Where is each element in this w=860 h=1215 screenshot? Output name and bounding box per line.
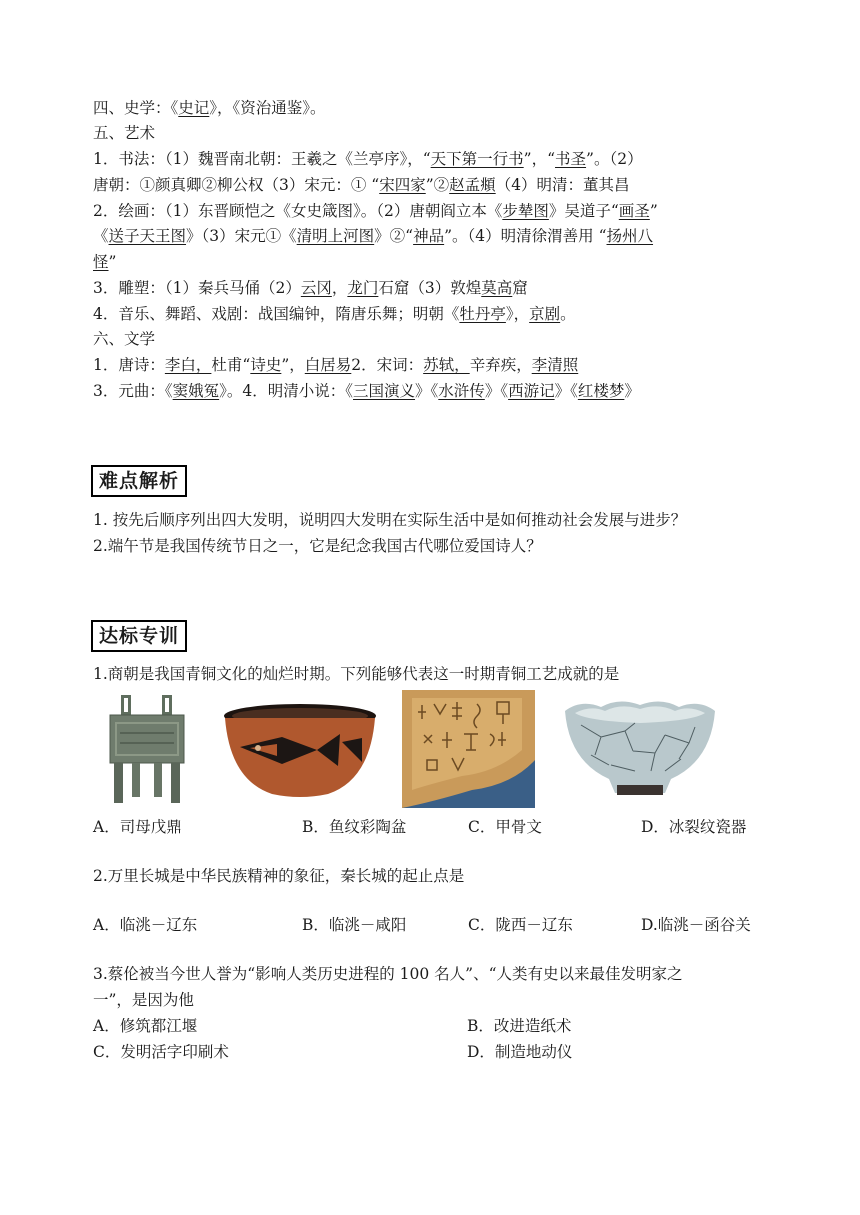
- text-segment: 辛弃疾，: [469, 356, 532, 374]
- underlined-answer: 神品: [413, 227, 445, 245]
- question-1-stem: 1.商朝是我国青铜文化的灿烂时期。下列能够代表这一时期青铜工艺成就的是: [93, 665, 620, 683]
- underlined-answer: 龙门: [347, 279, 379, 297]
- question-2-option-d[interactable]: D.临洮－函谷关: [641, 916, 751, 934]
- text-segment: 六、文学: [93, 330, 156, 348]
- text-segment: 》吴道子“: [548, 202, 619, 220]
- underlined-answer: 宋四家: [379, 176, 426, 194]
- summary-line: [93, 98, 326, 118]
- question-3-stem-continued: 一”，是因为他: [93, 991, 194, 1009]
- text-segment: ”: [649, 202, 658, 220]
- underlined-answer: 天下第一行书: [430, 150, 524, 168]
- text-segment: 唐朝：①颜真卿②柳公权（3）宋元：① “: [93, 176, 380, 194]
- difficulty-question-1: 1. 按先后顺序列出四大发明，说明四大发明在实际生活中是如何推动社会发展与进步？: [93, 511, 687, 529]
- underlined-answer: 送子天王图: [108, 227, 187, 245]
- underlined-answer: 红楼梦: [577, 382, 625, 400]
- text-segment: 五、艺术: [93, 124, 156, 142]
- underlined-answer: 史记: [178, 99, 210, 117]
- text-segment: 》，《资治通鉴》。: [209, 99, 326, 117]
- underlined-answer: 京剧: [529, 305, 561, 323]
- question-1-option-b[interactable]: B．鱼纹彩陶盆: [302, 818, 407, 836]
- summary-line: [93, 252, 116, 272]
- question-2-option-a[interactable]: A．临洮－辽东: [93, 916, 198, 934]
- question-3-option-b[interactable]: B．改进造纸术: [467, 1017, 572, 1035]
- text-segment: 1．书法：（1）魏晋南北朝：王羲之《兰亭序》，“: [93, 150, 431, 168]
- text-segment: 2．绘画：（1）东晋顾恺之《女史箴图》。（2）唐朝阎立本《: [93, 202, 503, 220]
- text-segment: ”: [108, 253, 117, 271]
- underlined-answer: 三国演义: [353, 382, 416, 400]
- underlined-answer: 怪: [93, 253, 109, 271]
- underlined-answer: 诗史: [250, 356, 282, 374]
- text-segment: 《: [93, 227, 109, 245]
- text-segment: 四、史学：《: [93, 99, 179, 117]
- section-title-difficulty: 难点解析: [91, 465, 187, 497]
- summary-heading-literature: [93, 329, 155, 349]
- text-segment: ，: [331, 279, 348, 297]
- summary-line: [93, 175, 630, 195]
- text-segment: 》《: [415, 382, 439, 400]
- underlined-answer: 步辇图: [502, 202, 549, 220]
- text-segment: 2．宋词：: [351, 356, 424, 374]
- underlined-answer: 牡丹亭: [459, 305, 506, 323]
- underlined-answer: 清明上河图: [296, 227, 375, 245]
- text-segment: 3．元曲：《: [93, 382, 173, 400]
- underlined-answer: 画圣: [618, 202, 650, 220]
- underlined-answer: 窦娥冤: [172, 382, 220, 400]
- text-segment: ”。（2）: [586, 150, 643, 168]
- summary-line: [93, 226, 653, 246]
- text-segment: ”。（4）明清徐渭善用 “: [444, 227, 607, 245]
- text-segment: （4）明清：董其昌: [495, 176, 630, 194]
- underlined-answer: 西游记: [508, 382, 555, 400]
- question-3-stem: 3.蔡伦被当今世人誉为“影响人类历史进程的 100 名人”、“人类有史以来最佳发明家之: [93, 965, 683, 983]
- summary-heading-art: [93, 123, 155, 143]
- underlined-answer: 李白，: [164, 356, 212, 374]
- underlined-answer: 赵孟頫: [449, 176, 496, 194]
- question-1-option-c[interactable]: C．甲骨文: [468, 818, 542, 836]
- summary-line: [93, 355, 578, 375]
- text-segment: ”，“: [523, 150, 556, 168]
- text-segment: 》。4．明清小说：《: [219, 382, 354, 400]
- difficulty-question-2: 2.端午节是我国传统节日之一，它是纪念我国古代哪位爱国诗人？: [93, 537, 542, 555]
- summary-line: [93, 149, 643, 169]
- question-3-option-c[interactable]: C．发明活字印刷术: [93, 1043, 229, 1061]
- crackle-porcelain-image: [561, 695, 719, 803]
- text-segment: 》《: [484, 382, 509, 400]
- underlined-answer: 水浒传: [438, 382, 485, 400]
- section-title-practice: 达标专训: [91, 620, 187, 652]
- bronze-ding-image: [106, 693, 188, 805]
- text-segment: 》《: [554, 382, 578, 400]
- text-segment: 杜甫“: [211, 356, 251, 374]
- summary-line: [93, 304, 576, 324]
- underlined-answer: 白居易: [304, 356, 352, 374]
- text-segment: 》: [624, 382, 640, 400]
- text-segment: 。: [560, 305, 576, 323]
- fish-pottery-basin-image: [222, 702, 378, 800]
- underlined-answer: 书圣: [555, 150, 587, 168]
- text-segment: 3．雕塑：（1）秦兵马俑（2）: [93, 279, 301, 297]
- oracle-bone-image: [402, 690, 535, 808]
- text-segment: 石窟（3）敦煌: [378, 279, 482, 297]
- question-1-option-a[interactable]: A．司母戊鼎: [93, 818, 182, 836]
- text-segment: 1．唐诗：: [93, 356, 165, 374]
- summary-line: [93, 381, 640, 401]
- question-3-option-a[interactable]: A．修筑都江堰: [93, 1017, 198, 1035]
- summary-line: [93, 201, 658, 221]
- question-2-option-b[interactable]: B．临洮－咸阳: [302, 916, 407, 934]
- underlined-answer: 云冈: [300, 279, 332, 297]
- underlined-answer: 苏轼，: [423, 356, 470, 374]
- question-2-option-c[interactable]: C．陇西－辽东: [468, 916, 573, 934]
- question-1-option-d[interactable]: D．冰裂纹瓷器: [641, 818, 747, 836]
- text-segment: ”②: [425, 176, 450, 194]
- question-2-stem: 2.万里长城是中华民族精神的象征，秦长城的起止点是: [93, 867, 465, 885]
- text-segment: ”，: [281, 356, 305, 374]
- question-3-option-d[interactable]: D．制造地动仪: [467, 1043, 573, 1061]
- text-segment: 》（3）宋元①《: [186, 227, 297, 245]
- underlined-answer: 李清照: [531, 356, 579, 374]
- text-segment: 4．音乐、舞蹈、戏剧：战国编钟，隋唐乐舞；明朝《: [93, 305, 460, 323]
- summary-line: [93, 278, 528, 298]
- underlined-answer: 莫高: [481, 279, 513, 297]
- text-segment: 》②“: [374, 227, 414, 245]
- text-segment: 》，: [505, 305, 530, 323]
- text-segment: 窟: [512, 279, 528, 297]
- underlined-answer: 扬州八: [606, 227, 654, 245]
